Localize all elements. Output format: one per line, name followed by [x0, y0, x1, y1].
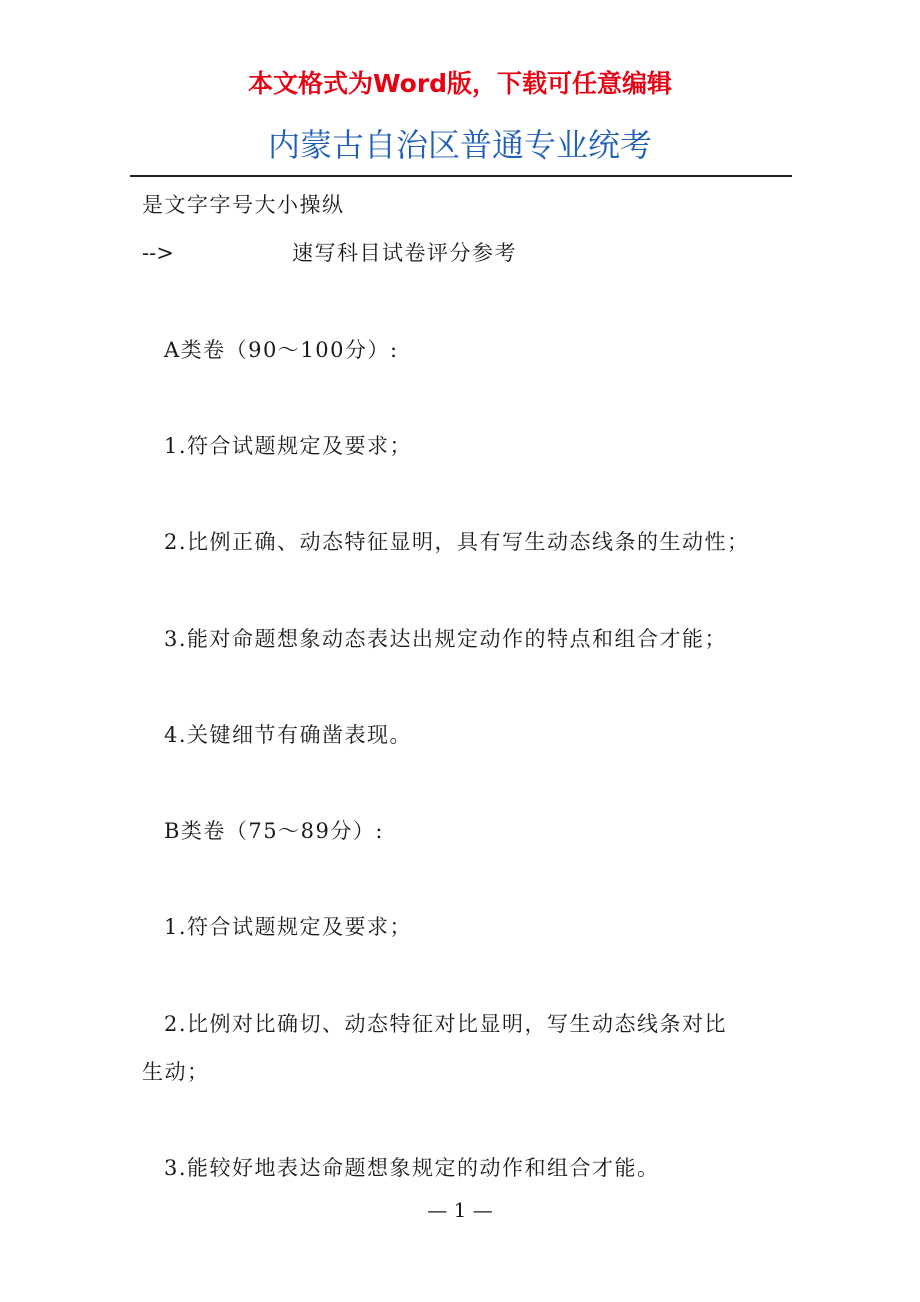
document-title: 内蒙古自治区普通专业统考	[267, 126, 652, 164]
grade-a-item: 4.关键细节有确凿表现。	[164, 723, 413, 747]
section-heading-row	[142, 238, 517, 268]
grade-b-item-continued: 生动；	[142, 1060, 210, 1084]
grade-a-item: 2.比例正确、动态特征显明，具有写生动态线条的生动性；	[164, 530, 750, 554]
arrow-marker: -->	[142, 241, 174, 265]
grade-a-item: 1.符合试题规定及要求；	[164, 434, 413, 458]
grade-a-heading: A类卷（90～100分）:	[164, 338, 399, 362]
title-rule	[130, 175, 792, 177]
section-heading: 速写科目试卷评分参考	[292, 241, 517, 265]
page-number: — 1 —	[427, 1198, 493, 1222]
grade-b-item: 1.符合试题规定及要求；	[164, 915, 413, 939]
grade-b-item: 3.能较好地表达命题想象规定的动作和组合才能。	[164, 1156, 660, 1180]
download-banner: 本文格式为Word版，下载可任意编辑	[247, 69, 673, 98]
grade-b-heading: B类卷（75～89分）:	[164, 819, 384, 843]
grade-b-item: 2.比例对比确切、动态特征对比显明，写生动态线条对比	[164, 1012, 728, 1036]
grade-a-item: 3.能对命题想象动态表达出规定动作的特点和组合才能；	[164, 627, 728, 651]
font-size-note: 是文字字号大小操纵	[142, 193, 345, 217]
